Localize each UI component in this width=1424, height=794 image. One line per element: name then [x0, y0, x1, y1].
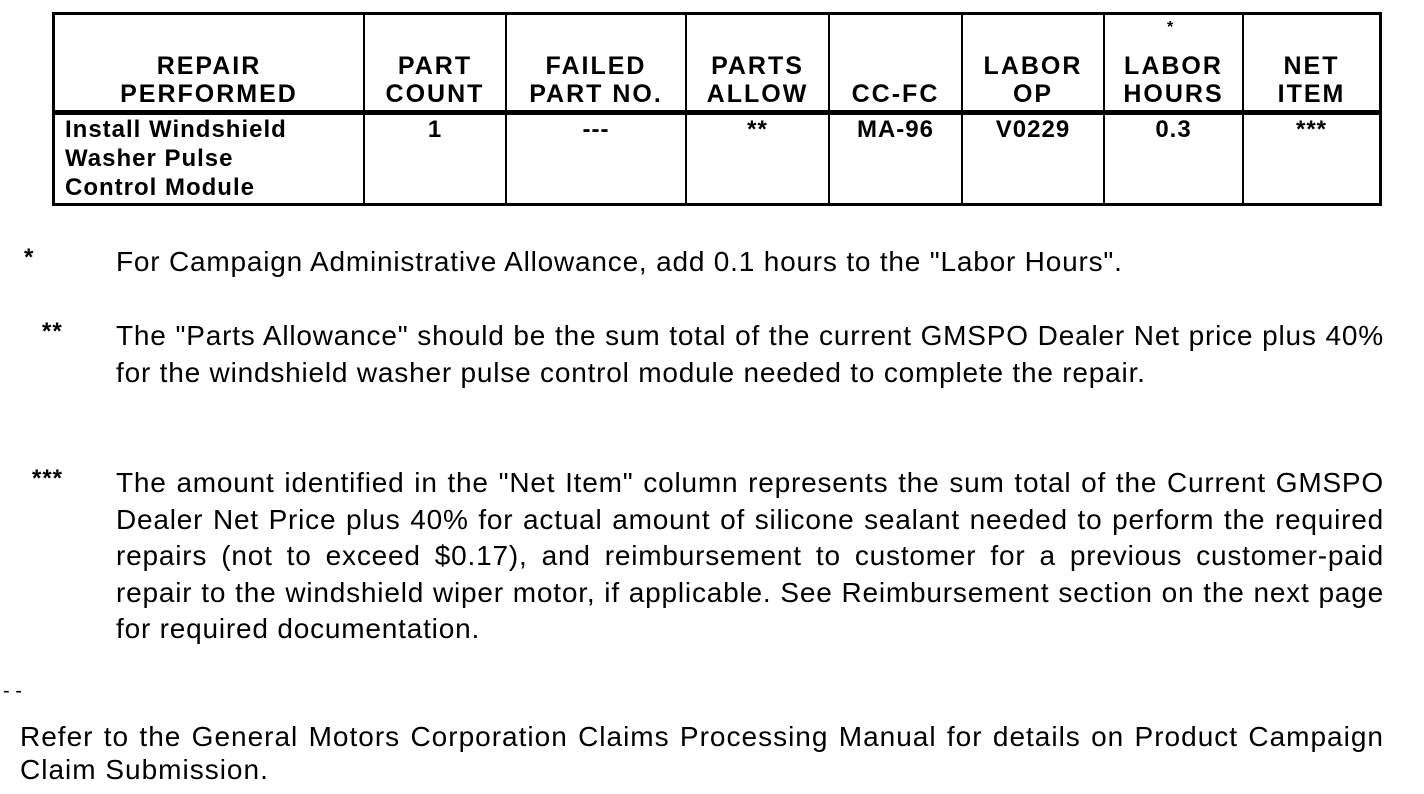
header-parts-allow	[687, 15, 828, 110]
scan-mark: - -	[3, 680, 22, 702]
cell-failed-part-no: ---	[582, 116, 610, 143]
header-line: HOURS	[1123, 80, 1224, 108]
cell-line: Install Windshield	[65, 116, 287, 143]
header-line: COUNT	[385, 80, 485, 108]
header-failed-part-no	[507, 15, 685, 110]
header-cc-fc	[830, 15, 961, 110]
cell-part-count: 1	[427, 116, 443, 143]
header-repair-performed	[55, 15, 363, 110]
header-line: PART	[397, 52, 473, 80]
cell-cc-fc: MA-96	[856, 116, 934, 143]
note-net-item: The amount identified in the "Net Item" column represents the sum total of the Current GMSPO Dealer Net Price plus 40% for actual amount of silicone sealant needed to perform the required repairs (not to exceed $0.17), and reimbursement to customer for a previous customer-paid repair to the windshield wiper motor, if applicable. See Reimbursement section on the next page for required documentation.	[116, 467, 1384, 644]
note-mark: *	[24, 244, 35, 271]
cell-repair-performed	[65, 115, 361, 202]
labor-hours-asterisk: *	[1167, 19, 1174, 36]
cell-line: Washer Pulse	[65, 145, 234, 172]
footer-reference: Refer to the General Motors Corporation Claims Processing Manual for details on Product Campaign Claim Submission.	[20, 721, 1384, 785]
header-line: PARTS	[711, 52, 804, 80]
header-line: REPAIR	[156, 52, 262, 80]
repair-table	[52, 12, 1382, 206]
header-part-count	[365, 15, 505, 110]
header-line: FAILED	[545, 52, 647, 80]
header-line: CC-FC	[851, 80, 940, 108]
header-labor-op	[963, 15, 1103, 110]
cell-parts-allow: **	[747, 116, 768, 143]
header-line: PART NO.	[529, 80, 663, 108]
header-line: LABOR	[1124, 52, 1223, 80]
header-net-item	[1244, 15, 1379, 110]
note-mark: **	[42, 318, 63, 345]
cell-line: Control Module	[65, 174, 255, 201]
header-labor-hours	[1105, 15, 1242, 110]
header-line: PERFORMED	[120, 80, 298, 108]
header-line: ITEM	[1277, 80, 1346, 108]
header-line: LABOR	[983, 52, 1083, 80]
note-labor-hours: For Campaign Administrative Allowance, add 0.1 hours to the "Labor Hours".	[116, 246, 1123, 277]
cell-net-item: ***	[1295, 116, 1328, 143]
cell-labor-hours: 0.3	[1155, 116, 1192, 143]
note-mark: ***	[32, 465, 64, 492]
note-parts-allowance: The "Parts Allowance" should be the sum total of the current GMSPO Dealer Net price plus 40% for the windshield washer pulse control module needed to complete the repair.	[116, 320, 1384, 388]
header-line: OP	[1012, 80, 1054, 108]
cell-labor-op: V0229	[995, 116, 1071, 143]
header-line: ALLOW	[706, 80, 809, 108]
header-line: NET	[1283, 52, 1340, 80]
